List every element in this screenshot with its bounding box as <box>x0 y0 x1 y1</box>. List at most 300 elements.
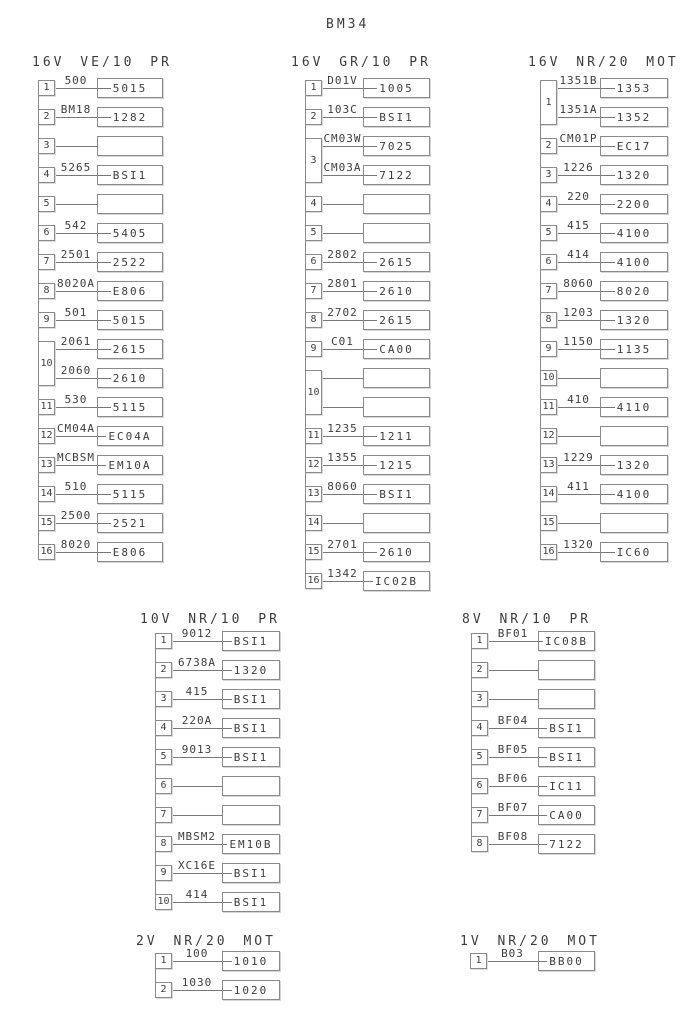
pin-box <box>540 399 557 415</box>
pin-number: 14 <box>542 488 555 499</box>
wire-label: BF08 <box>497 830 529 843</box>
wire <box>172 902 222 903</box>
diagram-title: BM34 <box>326 17 370 32</box>
wire <box>55 233 97 234</box>
wire <box>557 436 600 437</box>
pin-number: 4 <box>545 198 552 209</box>
wire-label: 415 <box>185 685 209 698</box>
dest-box <box>363 426 430 446</box>
dest-label: BSI1 <box>379 487 414 501</box>
pin-number: 16 <box>542 546 555 557</box>
pin-number: 1 <box>160 635 167 646</box>
dest-label: EM10A <box>108 458 152 472</box>
wire <box>322 436 363 437</box>
wire <box>322 117 363 118</box>
wire-label: C01 <box>331 335 354 348</box>
pin-box <box>155 749 172 765</box>
wire-label: 1030 <box>181 976 213 989</box>
wire <box>557 291 600 292</box>
wire <box>488 844 538 845</box>
wire-label: BF07 <box>497 801 529 814</box>
dest-label: 4110 <box>616 400 652 414</box>
dest-box <box>363 484 430 504</box>
pin-number: 6 <box>43 227 50 238</box>
pin-number: 7 <box>43 256 50 267</box>
dest-label: 7122 <box>379 168 414 182</box>
dest-label: 2615 <box>379 313 414 327</box>
wire-label: 8020A <box>56 277 96 290</box>
dest-box <box>600 281 668 301</box>
dest-label: 4100 <box>616 226 652 240</box>
pin-box <box>155 662 172 678</box>
pin-number: 1 <box>160 955 167 966</box>
wire <box>55 407 97 408</box>
dest-label: BSI1 <box>233 634 269 648</box>
pin-box <box>471 633 488 649</box>
dest-label: BSI1 <box>233 750 269 764</box>
wire <box>322 349 363 350</box>
wire <box>488 670 538 671</box>
pin-box <box>305 225 322 241</box>
dest-box <box>600 426 668 446</box>
dest-label: CA00 <box>549 808 584 822</box>
wire <box>322 378 363 379</box>
wire-label: MBSM2 <box>177 830 217 843</box>
wire-label: 1235 <box>327 422 358 435</box>
wire-label: 501 <box>64 306 88 319</box>
dest-label: 1282 <box>112 110 148 124</box>
pin-box <box>540 544 557 560</box>
pin-box <box>540 515 557 531</box>
dest-box <box>363 310 430 330</box>
connector-header: 16V NR/20 MOT <box>528 55 679 70</box>
dest-box <box>363 368 430 388</box>
wire <box>322 320 363 321</box>
pin-box <box>540 312 557 328</box>
wire <box>172 815 222 816</box>
pin-box <box>38 138 55 154</box>
dest-label: 2615 <box>379 255 414 269</box>
wire <box>322 407 363 408</box>
dest-box <box>600 339 668 359</box>
dest-label: 7122 <box>549 837 584 851</box>
wire <box>55 291 97 292</box>
pin-number: 4 <box>43 169 50 180</box>
pin-number: 5 <box>310 227 317 238</box>
dest-box <box>363 339 430 359</box>
dest-box <box>222 834 280 854</box>
dest-box <box>600 368 668 388</box>
dest-box <box>600 107 668 127</box>
dest-box <box>363 136 430 156</box>
wire <box>557 262 600 263</box>
pin-number: 9 <box>160 867 167 878</box>
pin-number: 12 <box>40 430 53 441</box>
wire-label: CM01P <box>559 132 598 145</box>
pin-box <box>540 341 557 357</box>
dest-box <box>97 78 163 98</box>
dest-box <box>538 805 595 825</box>
dest-box <box>222 747 280 767</box>
wire-label: 8020 <box>60 538 92 551</box>
dest-box <box>363 252 430 272</box>
pin-box <box>155 778 172 794</box>
pin-box <box>540 138 557 154</box>
wire <box>55 523 97 524</box>
dest-label: 1352 <box>616 110 652 124</box>
connector-header: 2V NR/20 MOT <box>136 934 276 949</box>
dest-box <box>97 223 163 243</box>
wire-label: 411 <box>567 480 590 493</box>
pin-number: 12 <box>307 459 320 470</box>
wire-label: 410 <box>567 393 590 406</box>
pin-box <box>540 370 557 386</box>
wire-label: 530 <box>64 393 88 406</box>
dest-label: 1320 <box>616 168 652 182</box>
dest-label: 1320 <box>233 663 269 677</box>
wire <box>172 641 222 642</box>
dest-label: E806 <box>112 284 148 298</box>
wire <box>55 436 97 437</box>
dest-box <box>222 951 280 971</box>
dest-label: BSI1 <box>233 866 269 880</box>
pin-box <box>155 982 172 998</box>
pin-number: 1 <box>475 955 482 966</box>
dest-box <box>97 107 163 127</box>
wire <box>322 175 363 176</box>
dest-box <box>97 339 163 359</box>
wire-label: 9012 <box>181 627 213 640</box>
wire-label: 8060 <box>327 480 358 493</box>
dest-box <box>97 426 163 446</box>
dest-box <box>97 194 163 214</box>
wire-label: 500 <box>64 74 88 87</box>
wire <box>172 873 222 874</box>
pin-box <box>471 778 488 794</box>
pin-number: 10 <box>40 357 53 369</box>
pin-number: 7 <box>310 285 317 296</box>
connector-header: 1V NR/20 MOT <box>460 934 600 949</box>
dest-label: 5015 <box>112 81 148 95</box>
dest-box <box>97 310 163 330</box>
dest-label: 1020 <box>233 983 269 997</box>
dest-box <box>97 165 163 185</box>
pin-number: 10 <box>307 386 320 398</box>
dest-label: EC04A <box>108 429 152 443</box>
wire <box>322 291 363 292</box>
pin-number: 8 <box>43 285 50 296</box>
wire <box>557 494 600 495</box>
dest-box <box>363 571 430 591</box>
dest-box <box>600 165 668 185</box>
pin-box <box>38 225 55 241</box>
pin-number: 2 <box>476 664 483 675</box>
wire-label: 542 <box>64 219 88 232</box>
wire-label: 1342 <box>327 567 358 580</box>
wire-label: D01V <box>327 74 358 87</box>
pin-number: 15 <box>307 546 320 557</box>
pin-box <box>155 691 172 707</box>
pin-box <box>471 662 488 678</box>
dest-box <box>538 776 595 796</box>
pin-box <box>470 953 487 969</box>
wire <box>55 494 97 495</box>
wire-label: 2702 <box>327 306 358 319</box>
pin-box <box>155 953 172 969</box>
pin-number: 2 <box>310 111 317 122</box>
dest-box <box>222 980 280 1000</box>
dest-label: 2610 <box>112 371 148 385</box>
pin-number: 1 <box>310 82 317 93</box>
wire-label: 220A <box>181 714 213 727</box>
dest-box <box>97 397 163 417</box>
wire <box>55 146 97 147</box>
wire <box>322 204 363 205</box>
dest-box <box>363 194 430 214</box>
pin-number: 11 <box>307 430 320 441</box>
dest-box <box>363 455 430 475</box>
pin-box <box>38 515 55 531</box>
wire <box>55 117 97 118</box>
pin-number: 3 <box>545 169 552 180</box>
dest-label: 1320 <box>616 458 652 472</box>
dest-box <box>97 484 163 504</box>
wire-label: 2060 <box>60 364 92 377</box>
wire-label: BF04 <box>497 714 529 727</box>
dest-label: 1211 <box>379 429 414 443</box>
wire <box>55 349 97 350</box>
pin-number: 8 <box>310 314 317 325</box>
wire <box>172 699 222 700</box>
dest-label: BB00 <box>549 954 584 968</box>
dest-box <box>600 484 668 504</box>
wire <box>55 378 97 379</box>
wire <box>557 349 600 350</box>
dest-label: 1135 <box>616 342 652 356</box>
dest-box <box>600 78 668 98</box>
dest-box <box>600 455 668 475</box>
dest-label: 5405 <box>112 226 148 240</box>
wire-label: 100 <box>185 947 209 960</box>
wire-label: CM03W <box>323 132 362 145</box>
wire-label: 414 <box>567 248 590 261</box>
wire-label: 220 <box>567 190 590 203</box>
wire <box>488 757 538 758</box>
pin-number: 15 <box>542 517 555 528</box>
pin-number: 2 <box>545 140 552 151</box>
dest-box <box>600 513 668 533</box>
pin-number: 13 <box>40 459 53 470</box>
dest-box <box>363 281 430 301</box>
pin-box <box>155 720 172 736</box>
pin-number: 5 <box>545 227 552 238</box>
pin-number: 5 <box>160 751 167 762</box>
dest-box <box>222 660 280 680</box>
wire <box>172 786 222 787</box>
wire-label: 1351B <box>559 74 598 87</box>
dest-label: BSI1 <box>549 750 584 764</box>
wire-label: CM04A <box>56 422 96 435</box>
wire <box>557 204 600 205</box>
wire <box>172 757 222 758</box>
pin-box <box>540 428 557 444</box>
wire <box>557 407 600 408</box>
pin-box <box>540 196 557 212</box>
wire <box>55 204 97 205</box>
pin-number: 1 <box>545 96 552 108</box>
pin-number: 2 <box>43 111 50 122</box>
pin-number: 5 <box>476 751 483 762</box>
dest-label: 1353 <box>616 81 652 95</box>
pin-box <box>540 254 557 270</box>
wire <box>557 378 600 379</box>
pin-number: 3 <box>310 154 317 166</box>
pin-box <box>38 341 55 386</box>
pin-box <box>155 633 172 649</box>
pin-box <box>305 428 322 444</box>
wire-label: 1226 <box>563 161 594 174</box>
pin-box <box>305 457 322 473</box>
dest-box <box>600 194 668 214</box>
wire <box>488 699 538 700</box>
wire <box>172 844 222 845</box>
pin-number: 7 <box>160 809 167 820</box>
dest-box <box>600 542 668 562</box>
dest-label: IC11 <box>549 779 584 793</box>
pin-number: 16 <box>307 575 320 586</box>
pin-number: 5 <box>43 198 50 209</box>
wire <box>557 552 600 553</box>
pin-box <box>305 341 322 357</box>
dest-box <box>363 513 430 533</box>
pin-box <box>305 370 322 415</box>
pin-number: 3 <box>160 693 167 704</box>
wire-label: 103C <box>327 103 358 116</box>
wire <box>557 233 600 234</box>
pin-number: 2 <box>160 664 167 675</box>
dest-label: BSI1 <box>233 721 269 735</box>
pin-number: 11 <box>40 401 53 412</box>
wire <box>322 523 363 524</box>
pin-box <box>155 865 172 881</box>
dest-box <box>538 689 595 709</box>
pin-number: 3 <box>43 140 50 151</box>
pin-box <box>540 80 557 125</box>
dest-label: 1215 <box>379 458 414 472</box>
dest-box <box>363 542 430 562</box>
wire-label: 1203 <box>563 306 594 319</box>
pin-box <box>38 254 55 270</box>
dest-box <box>97 136 163 156</box>
dest-box <box>363 165 430 185</box>
dest-label: BSI1 <box>549 721 584 735</box>
dest-label: 5115 <box>112 487 148 501</box>
dest-label: BSI1 <box>112 168 148 182</box>
dest-label: 7025 <box>379 139 414 153</box>
dest-label: 1320 <box>616 313 652 327</box>
dest-label: 1010 <box>233 954 269 968</box>
pin-number: 4 <box>476 722 483 733</box>
wire <box>322 262 363 263</box>
dest-box <box>363 223 430 243</box>
wire <box>322 581 363 582</box>
dest-box <box>363 397 430 417</box>
pin-box <box>38 428 55 444</box>
dest-box <box>538 631 595 651</box>
wire-label: 415 <box>567 219 590 232</box>
dest-label: BSI1 <box>233 692 269 706</box>
pin-number: 13 <box>307 488 320 499</box>
dest-label: BSI1 <box>233 895 269 909</box>
dest-box <box>97 455 163 475</box>
wire <box>488 641 538 642</box>
pin-box <box>305 312 322 328</box>
pin-box <box>38 283 55 299</box>
pin-box <box>540 167 557 183</box>
wire <box>55 262 97 263</box>
connector-header: 10V NR/10 PR <box>140 612 280 627</box>
wire <box>322 494 363 495</box>
wire <box>322 88 363 89</box>
pin-box <box>38 544 55 560</box>
pin-box <box>38 109 55 125</box>
wire-label: 2501 <box>60 248 92 261</box>
connector-header: 16V VE/10 PR <box>32 55 172 70</box>
wire-label: CM03A <box>323 161 362 174</box>
dest-box <box>97 368 163 388</box>
wire <box>488 786 538 787</box>
pin-number: 3 <box>476 693 483 704</box>
wire <box>488 815 538 816</box>
wire-label: BF06 <box>497 772 529 785</box>
dest-label: EM10B <box>229 837 273 851</box>
pin-number: 6 <box>545 256 552 267</box>
dest-box <box>97 281 163 301</box>
wire-label: 1355 <box>327 451 358 464</box>
dest-label: 2610 <box>379 545 414 559</box>
dest-box <box>97 252 163 272</box>
pin-number: 4 <box>160 722 167 733</box>
pin-box <box>540 283 557 299</box>
pin-number: 7 <box>476 809 483 820</box>
dest-box <box>600 252 668 272</box>
wire-label: 1320 <box>563 538 594 551</box>
dest-box <box>363 107 430 127</box>
dest-label: 5115 <box>112 400 148 414</box>
pin-number: 9 <box>545 343 552 354</box>
pin-number: 12 <box>542 430 555 441</box>
wire-label: 510 <box>64 480 88 493</box>
wire <box>322 552 363 553</box>
dest-label: 5015 <box>112 313 148 327</box>
pin-box <box>540 225 557 241</box>
wire <box>557 175 600 176</box>
pin-number: 6 <box>310 256 317 267</box>
dest-label: 4100 <box>616 255 652 269</box>
pin-box <box>38 486 55 502</box>
pin-number: 13 <box>542 459 555 470</box>
pin-number: 14 <box>307 517 320 528</box>
dest-label: 2610 <box>379 284 414 298</box>
wire <box>172 990 222 991</box>
wire <box>172 670 222 671</box>
wire-label: 2802 <box>327 248 358 261</box>
wire-label: 1229 <box>563 451 594 464</box>
wire-label: MCBSM <box>56 451 96 464</box>
wire-label: 1150 <box>563 335 594 348</box>
pin-number: 8 <box>545 314 552 325</box>
wire <box>557 117 600 118</box>
